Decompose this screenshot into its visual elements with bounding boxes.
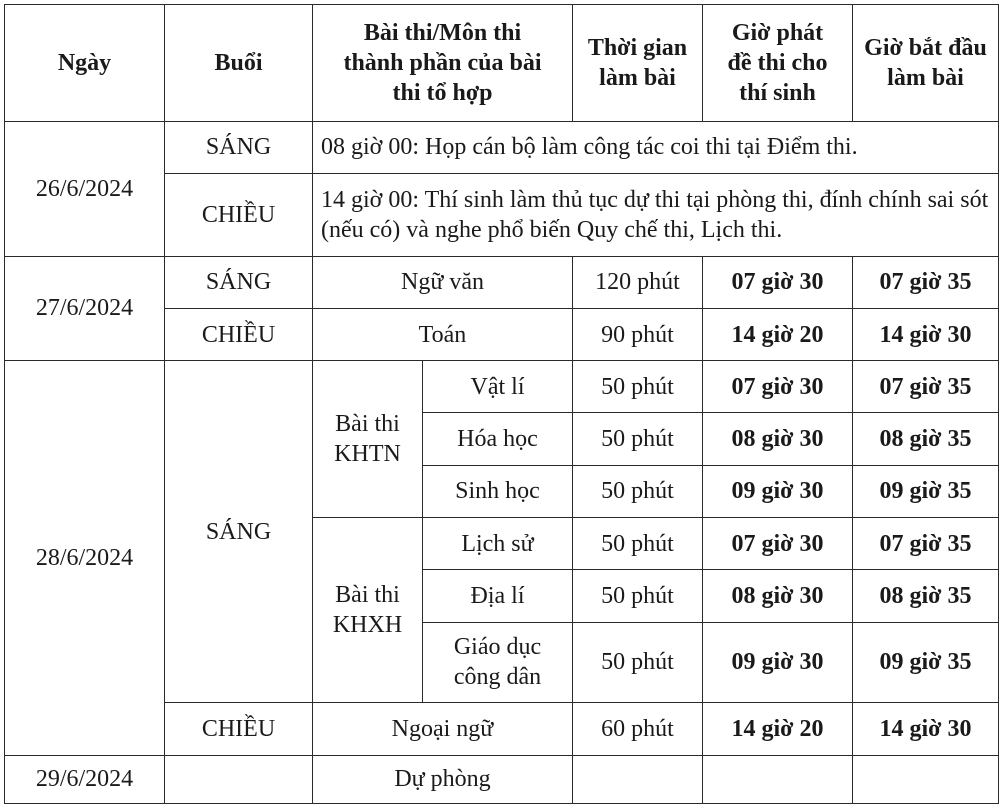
- table-row: [5, 256, 999, 308]
- duration-cell: 50 phút: [573, 361, 703, 413]
- header-distribute-time: Giờ phát đề thi cho thí sinh: [703, 5, 853, 122]
- subject-group-khxh: Bài thi KHXH: [313, 518, 423, 703]
- subject-cell: Địa lí: [423, 570, 573, 622]
- distribute-time-cell: 07 giờ 30: [703, 518, 853, 570]
- distribute-time-cell: 07 giờ 30: [703, 256, 853, 308]
- session-cell: SÁNG: [165, 256, 313, 308]
- distribute-time-cell: [703, 755, 853, 803]
- header-duration: Thời gian làm bài: [573, 5, 703, 122]
- distribute-time-cell: 07 giờ 30: [703, 361, 853, 413]
- start-time-cell: 09 giờ 35: [853, 465, 999, 517]
- subject-cell: Dự phòng: [313, 755, 573, 803]
- header-row: [5, 5, 999, 122]
- duration-cell: 50 phút: [573, 518, 703, 570]
- start-time-cell: 14 giờ 30: [853, 703, 999, 755]
- start-time-cell: 14 giờ 30: [853, 308, 999, 360]
- session-cell: SÁNG: [165, 121, 313, 173]
- subject-cell: Toán: [313, 308, 573, 360]
- subject-cell: Ngữ văn: [313, 256, 573, 308]
- subject-cell: Giáo dục công dân: [423, 622, 573, 703]
- header-day: Ngày: [5, 5, 165, 122]
- distribute-time-cell: 08 giờ 30: [703, 570, 853, 622]
- start-time-cell: 07 giờ 35: [853, 518, 999, 570]
- session-cell: CHIỀU: [165, 174, 313, 257]
- distribute-time-cell: 14 giờ 20: [703, 703, 853, 755]
- session-cell: SÁNG: [165, 361, 313, 703]
- start-time-cell: 09 giờ 35: [853, 622, 999, 703]
- start-time-cell: 08 giờ 35: [853, 413, 999, 465]
- duration-cell: 120 phút: [573, 256, 703, 308]
- session-cell: CHIỀU: [165, 308, 313, 360]
- duration-cell: [573, 755, 703, 803]
- session-cell: CHIỀU: [165, 703, 313, 755]
- header-start-time: Giờ bắt đầu làm bài: [853, 5, 999, 122]
- subject-cell: Hóa học: [423, 413, 573, 465]
- note-cell: 14 giờ 00: Thí sinh làm thủ tục dự thi tại phòng thi, đính chính sai sót (nếu có) và nghe phổ biến Quy chế thi, Lịch thi.: [313, 174, 999, 257]
- date-cell: 26/6/2024: [5, 121, 165, 256]
- header-subject: Bài thi/Môn thi thành phần của bài thi tổ hợp: [313, 5, 573, 122]
- subject-cell: Lịch sử: [423, 518, 573, 570]
- duration-cell: 60 phút: [573, 703, 703, 755]
- header-session: Buổi: [165, 5, 313, 122]
- subject-cell: Vật lí: [423, 361, 573, 413]
- subject-cell: Sinh học: [423, 465, 573, 517]
- distribute-time-cell: 08 giờ 30: [703, 413, 853, 465]
- note-cell: 08 giờ 00: Họp cán bộ làm công tác coi thi tại Điểm thi.: [313, 121, 999, 173]
- duration-cell: 50 phút: [573, 570, 703, 622]
- start-time-cell: [853, 755, 999, 803]
- subject-group-khtn: Bài thi KHTN: [313, 361, 423, 518]
- start-time-cell: 07 giờ 35: [853, 361, 999, 413]
- distribute-time-cell: 09 giờ 30: [703, 622, 853, 703]
- start-time-cell: 08 giờ 35: [853, 570, 999, 622]
- exam-schedule-table: [4, 4, 999, 804]
- table-row: [5, 121, 999, 173]
- subject-cell: Ngoại ngữ: [313, 703, 573, 755]
- distribute-time-cell: 09 giờ 30: [703, 465, 853, 517]
- date-cell: 29/6/2024: [5, 755, 165, 803]
- session-cell: [165, 755, 313, 803]
- duration-cell: 50 phút: [573, 413, 703, 465]
- date-cell: 27/6/2024: [5, 256, 165, 361]
- duration-cell: 50 phút: [573, 622, 703, 703]
- table-row: [5, 361, 999, 413]
- duration-cell: 90 phút: [573, 308, 703, 360]
- duration-cell: 50 phút: [573, 465, 703, 517]
- date-cell: 28/6/2024: [5, 361, 165, 755]
- start-time-cell: 07 giờ 35: [853, 256, 999, 308]
- distribute-time-cell: 14 giờ 20: [703, 308, 853, 360]
- table-row: [5, 755, 999, 803]
